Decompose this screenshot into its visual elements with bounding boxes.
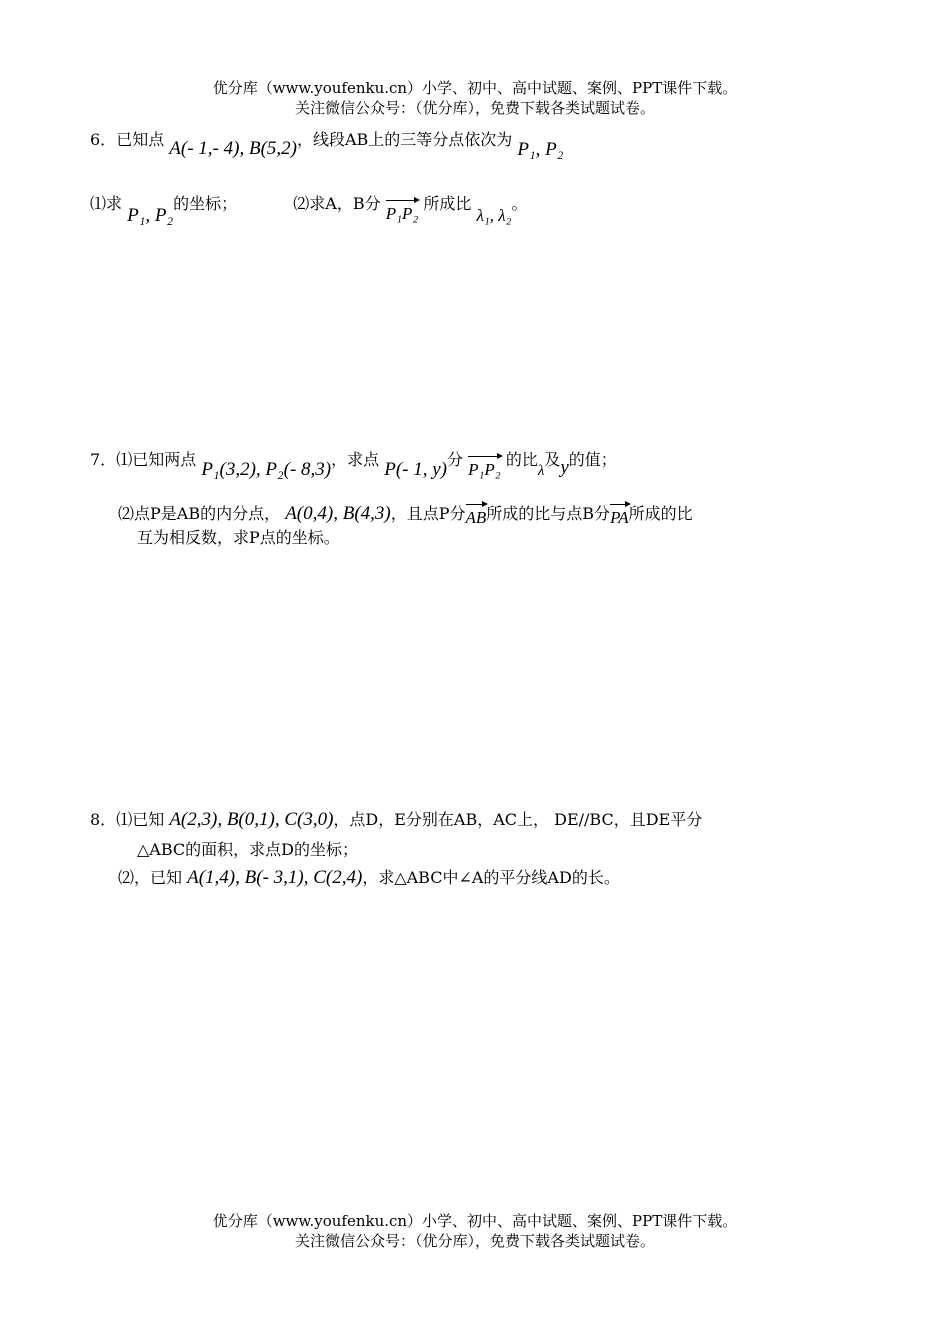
q7-part2-text-2: ，且点P分 (390, 504, 466, 523)
q6-part1-text-2: 的坐标； (173, 194, 238, 213)
q7-points-p1p2: P₁(3,2), P₂(- 8,3) (201, 459, 332, 480)
q7-line3: 互为相反数，求P点的坐标。 (137, 528, 340, 547)
page-footer-line1: 优分库（www.youfenku.cn）小学、初中、高中试题、案例、PPT课件下载。 (212, 1212, 738, 1230)
q7-line1 (90, 442, 617, 480)
q7-points-ab: A(0,4), B(4,3) (285, 503, 391, 524)
q7-part1-text-4: 的比 (505, 450, 538, 469)
q6-lambda-ratios: λ₁, λ₂ (476, 206, 512, 225)
q6-part1-label: ⑴ (90, 194, 107, 213)
q7-vector-ab: AB (466, 500, 487, 530)
q8-points-abc-1: A(2,3), B(0,1), C(3,0) (169, 809, 334, 830)
q6-text-1: 已知点 (116, 130, 165, 149)
q7-part2-text-3: 所成的比与点B分 (486, 504, 611, 523)
q8-part2-label: ⑵ (118, 868, 135, 887)
q7-lambda: λ (537, 463, 545, 479)
q8-part1-label: ⑴ (116, 810, 133, 829)
q7-part1-text-6: 的值； (568, 450, 617, 469)
q6-number: 6． (90, 130, 117, 149)
q6-part2-text-1: 求A，B分 (309, 194, 381, 213)
q6-points-ab: A(- 1,- 4), B(5,2) (169, 138, 297, 159)
q7-point-p: P(- 1, y) (384, 459, 448, 480)
q7-part1-text-1: 已知两点 (132, 450, 197, 469)
q8-part2-text-2: ，求△ABC中∠A的平分线AD的长。 (362, 868, 620, 887)
q6-part2-label: ⑵ (293, 194, 310, 213)
page-footer-line2: 关注微信公众号：（优分库），免费下载各类试题试卷。 (294, 1232, 655, 1250)
q7-part1-text-3: 分 (447, 450, 464, 469)
q7-part1-label: ⑴ (116, 450, 133, 469)
q6-text-2: ，线段AB上的三等分点依次为 (296, 130, 513, 149)
page-header-line2: 关注微信公众号：（优分库），免费下载各类试题试卷。 (294, 99, 655, 117)
q7-part2-label: ⑵ (118, 504, 135, 523)
q7-part1-text-2: ，求点 (331, 450, 380, 469)
q7-part2-text-1: 点P是AB的内分点， (134, 504, 281, 523)
q6-vector-p1p2: P₁P₂ (386, 196, 419, 226)
q6-part2-text-2: 所成比 (423, 194, 472, 213)
q7-y-var: y (560, 457, 569, 478)
page-header-line1: 优分库（www.youfenku.cn）小学、初中、高中试题、案例、PPT课件下载。 (212, 79, 738, 97)
q8-points-abc-2: A(1,4), B(- 3,1), C(2,4) (187, 867, 363, 888)
q8-number: 8． (90, 810, 117, 829)
q6-part1-text-1: 求 (106, 194, 123, 213)
q7-part1-text-5: 及 (544, 450, 561, 469)
q8-line2: △ABC的面积，求点D的坐标； (137, 840, 358, 859)
q6-points-p1p2: P₁, P₂ (517, 139, 564, 160)
q6-part1-points: P₁, P₂ (127, 205, 174, 226)
q7-number: 7． (90, 450, 117, 469)
q7-vector-pa: PA (610, 500, 629, 530)
q6-line2 (90, 186, 528, 226)
q7-part2-text-4: 所成的比 (628, 504, 693, 523)
q7-vector-p1p2: P₁P₂ (468, 452, 501, 482)
q8-line3 (118, 866, 620, 890)
q7-line2 (118, 496, 693, 526)
q8-part1-text-2: ，点D，E分别在AB，AC上， DE//BC，且DE平分 (333, 810, 703, 829)
q8-part1-text-1: 已知 (132, 810, 165, 829)
q8-part2-text-1: ，已知 (134, 868, 183, 887)
q6-line1 (90, 128, 564, 160)
q8-line1 (90, 808, 702, 832)
q6-part2-text-3: 。 (511, 194, 528, 213)
